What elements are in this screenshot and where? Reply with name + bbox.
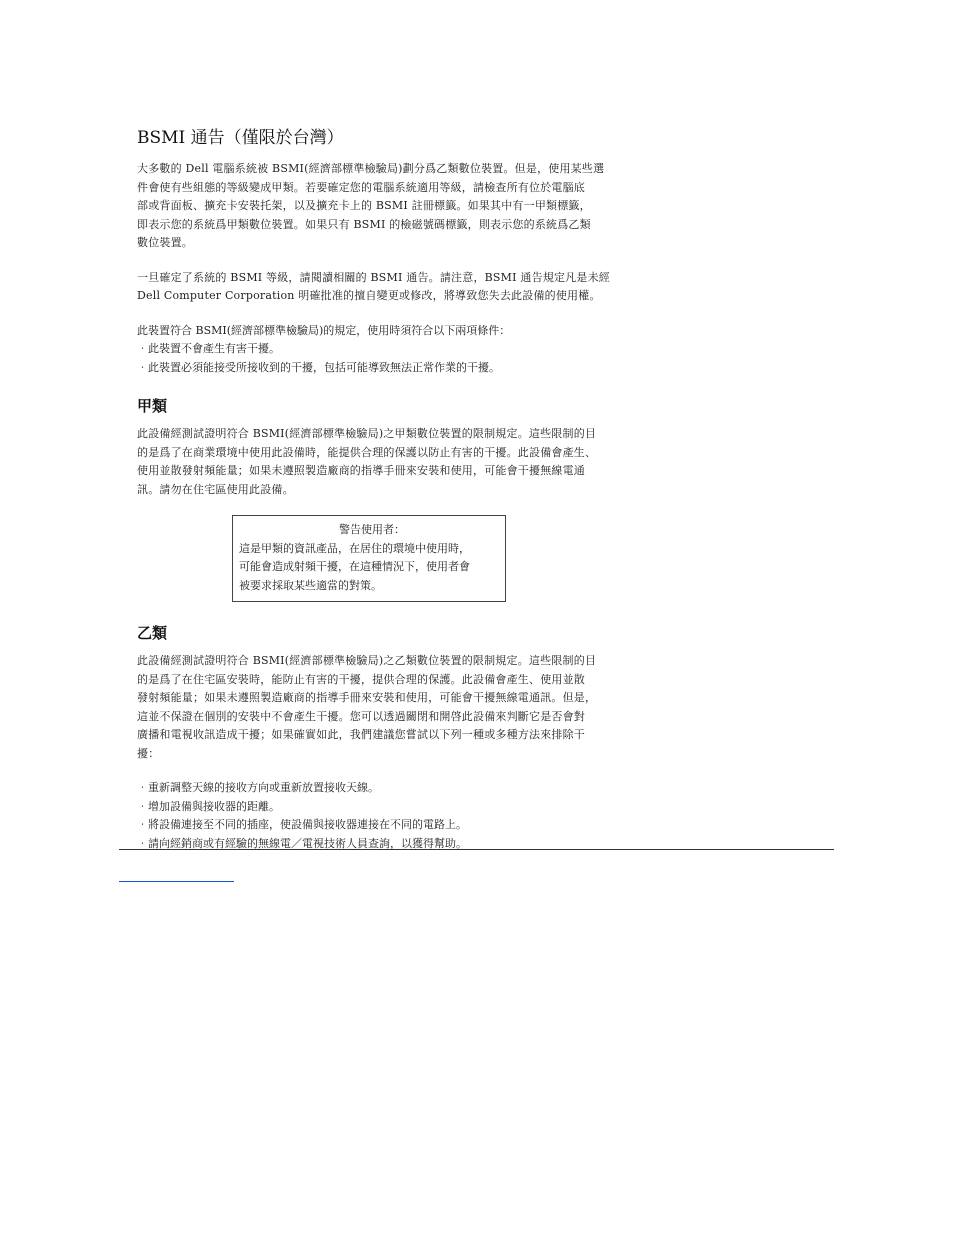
list-item: ‧將設備連接至不同的插座，使設備與接收器連接在不同的電路上。 xyxy=(137,818,467,831)
text-line: 訊。請勿在住宅區使用此設備。 xyxy=(137,482,294,496)
warning-title: 警告使用者： xyxy=(339,523,405,536)
back-link[interactable] xyxy=(119,879,234,882)
text-line: 廣播和電視收訊造成干擾；如果確實如此，我們建議您嘗試以下列一種或多種方法來排除干 xyxy=(137,728,585,741)
text-line: 的是爲了在住宅區安裝時，能防止有害的干擾，提供合理的保護。此設備會產生、使用並散 xyxy=(137,672,585,686)
class-b-paragraph xyxy=(137,652,607,763)
conditions-list xyxy=(137,322,607,378)
warning-line: 可能會造成射頻干擾，在這種情況下，使用者會 xyxy=(239,560,470,573)
list-item: ‧重新調整天線的接收方向或重新放置接收天線。 xyxy=(137,781,379,794)
text-line: 一旦確定了系統的 BSMI 等級，請閱讀相關的 BSMI 通告。請注意，BSMI 通告規定凡是未經 xyxy=(137,270,610,284)
text-line: 發射頻能量；如果未遵照製造廠商的指導手冊來安裝和使用，可能會干擾無線電通訊。但是， xyxy=(137,691,597,704)
list-item: ‧請向經銷商或有經驗的無線電／電視技術人員查詢，以獲得幫助。 xyxy=(137,836,467,850)
warning-line: 被要求採取某些適當的對策。 xyxy=(239,578,382,592)
intro-paragraph-2 xyxy=(137,269,610,306)
text-line: 擾： xyxy=(137,746,160,760)
text-line: 部或背面板、擴充卡安裝托架，以及擴充卡上的 BSMI 註冊標籤。如果其中有一甲類標籤， xyxy=(137,199,591,212)
list-item: ‧此裝置必須能接受所接收到的干擾，包括可能導致無法正常作業的干擾。 xyxy=(137,360,500,374)
measures-list xyxy=(137,779,607,853)
text-line: 大多數的 Dell 電腦系統被 BSMI(經濟部標準檢驗局)劃分爲乙類數位裝置。但是，使用某些選 xyxy=(137,162,605,175)
document-body xyxy=(137,126,610,867)
text-line: 此設備經測試證明符合 BSMI(經濟部標準檢驗局)之甲類數位裝置的限制規定。這些限制的目 xyxy=(137,427,597,440)
class-a-paragraph xyxy=(137,425,607,499)
text-line: 即表示您的系統爲甲類數位裝置。如果只有 BSMI 的檢磁號碼標籤，則表示您的系統爲乙類 xyxy=(137,217,591,231)
warning-line: 這是甲類的資訊產品，在居住的環境中使用時， xyxy=(239,541,470,555)
warning-box xyxy=(232,515,506,602)
text-line: 此設備經測試證明符合 BSMI(經濟部標準檢驗局)之乙類數位裝置的限制規定。這些限制的目 xyxy=(137,654,597,667)
text-line: 此裝置符合 BSMI(經濟部標準檢驗局)的規定，使用時須符合以下兩項條件： xyxy=(137,323,511,337)
class-b-heading: 乙類 xyxy=(137,624,168,642)
list-item: ‧增加設備與接收器的距離。 xyxy=(137,799,280,813)
text-line: 數位裝置。 xyxy=(137,236,193,249)
text-line: 使用並散發射頻能量；如果未遵照製造廠商的指導手冊來安裝和使用，可能會干擾無線電通 xyxy=(137,464,585,477)
page-title: BSMI 通告（僅限於台灣） xyxy=(137,128,344,148)
horizontal-divider xyxy=(119,849,834,850)
class-a-heading: 甲類 xyxy=(137,397,168,415)
list-item: ‧此裝置不會產生有害干擾。 xyxy=(137,342,280,355)
text-line: 這並不保證在個別的安裝中不會產生干擾。您可以透過關閉和開啓此設備來判斷它是否會對 xyxy=(137,709,585,723)
text-line: 件會使有些組態的等級變成甲類。若要確定您的電腦系統適用等級，請檢查所有位於電腦底 xyxy=(137,180,585,194)
text-line: 的是爲了在商業環境中使用此設備時，能提供合理的保護以防止有害的干擾。此設備會產生、 xyxy=(137,445,597,459)
text-line: Dell Computer Corporation 明確批准的擅自變更或修改，將導致您失去此設備的使用權。 xyxy=(137,289,601,302)
intro-paragraph-1 xyxy=(137,160,607,253)
